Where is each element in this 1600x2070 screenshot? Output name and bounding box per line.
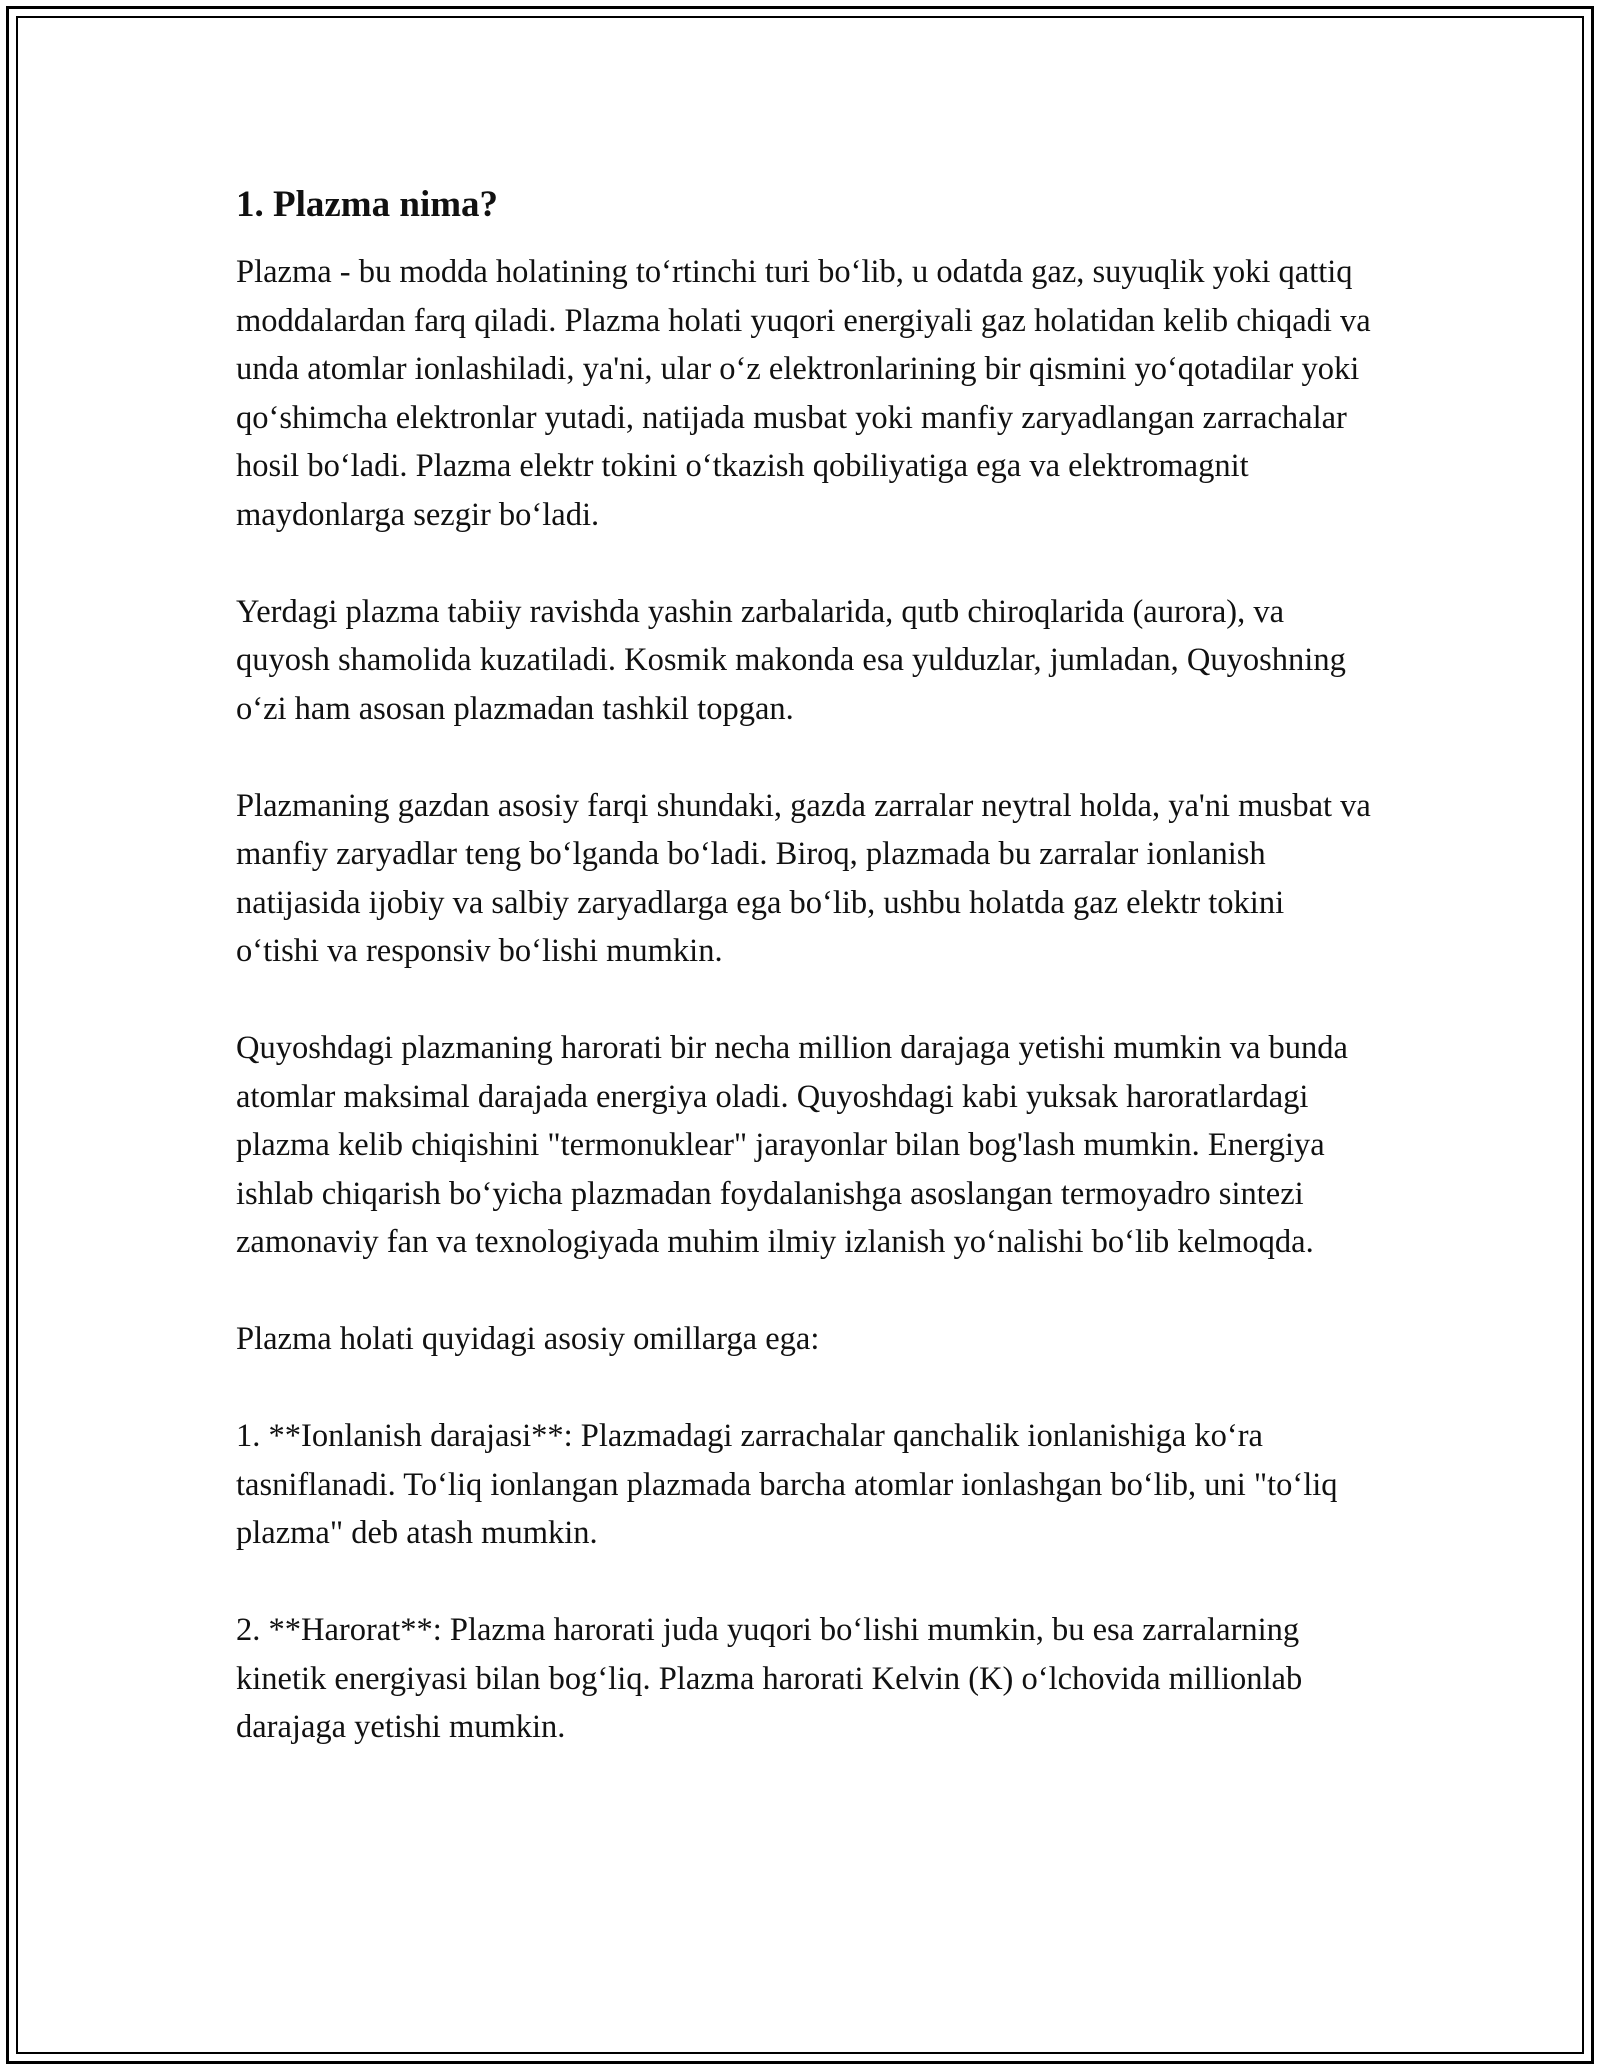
paragraph-factors-intro: Plazma holati quyidagi asosiy omillarga ega:	[236, 1321, 820, 1357]
paragraph-definition: Plazma - bu modda holatining to‘rtinchi turi bo‘lib, u odatda gaz, suyuqlik yoki qattiq moddalardan farq qiladi. Plazma holati yuqori energiyali gaz holatidan kelib chiqadi va unda atomlar ionlashiladi, ya'ni, ular o‘z elektronlarining bir qismini yo‘qotadilar yoki qo‘shimcha elektronlar yutadi, natijada musbat yoki manfiy zaryadlangan zarrachalar hosil bo‘ladi. Plazma elektr tokini o‘tkazish qobiliyatiga ega va elektromagnit maydonlarga sezgir bo‘ladi.	[236, 254, 1371, 533]
paragraph-sun-temperature: Quyoshdagi plazmaning harorati bir necha million darajaga yetishi mumkin va bunda atomlar maksimal darajada energiya oladi. Quyoshdagi kabi yuksak haroratlardagi plazma kelib chiqishini "termonuklear" jarayonlar bilan bog'lash mumkin. Energiya ishlab chiqarish bo‘yicha plazmadan foydalanishga asoslangan termoyadro sintezi zamonaviy fan va texnologiyada muhim ilmiy izlanish yo‘nalishi bo‘lib kelmoqda.	[236, 1030, 1348, 1260]
paragraph-gas-difference: Plazmaning gazdan asosiy farqi shundaki, gazda zarralar neytral holda, ya'ni musbat va manfiy zaryadlar teng bo‘lganda bo‘ladi. Biroq, plazmada bu zarralar ionlanish natijasida ijobiy va salbiy zaryadlarga ega bo‘lib, ushbu holatda gaz elektr tokini o‘tishi va responsiv bo‘lishi mumkin.	[236, 787, 1371, 969]
list-item-temperature: 2. **Harorat**: Plazma harorati juda yuqori bo‘lishi mumkin, bu esa zarralarning kinetik energiyasi bilan bog‘liq. Plazma harorati Kelvin (K) o‘lchovida millionlab darajaga yetishi mumkin.	[236, 1612, 1303, 1745]
section-heading: 1. Plazma nima?	[236, 184, 499, 225]
list-item-ionization: 1. **Ionlanish darajasi**: Plazmadagi zarrachalar qanchalik ionlanishiga ko‘ra tasniflanadi. To‘liq ionlangan plazmada barcha atomlar ionlashgan bo‘lib, uni "to‘liq plazma" deb atash mumkin.	[236, 1418, 1338, 1551]
paragraph-occurrence: Yerdagi plazma tabiiy ravishda yashin zarbalarida, qutb chiroqlarida (aurora), va quyosh shamolida kuzatiladi. Kosmik makonda esa yulduzlar, jumladan, Quyoshning o‘zi ham asosan plazmadan tashkil topgan.	[236, 593, 1346, 727]
document-body	[236, 180, 1371, 1800]
